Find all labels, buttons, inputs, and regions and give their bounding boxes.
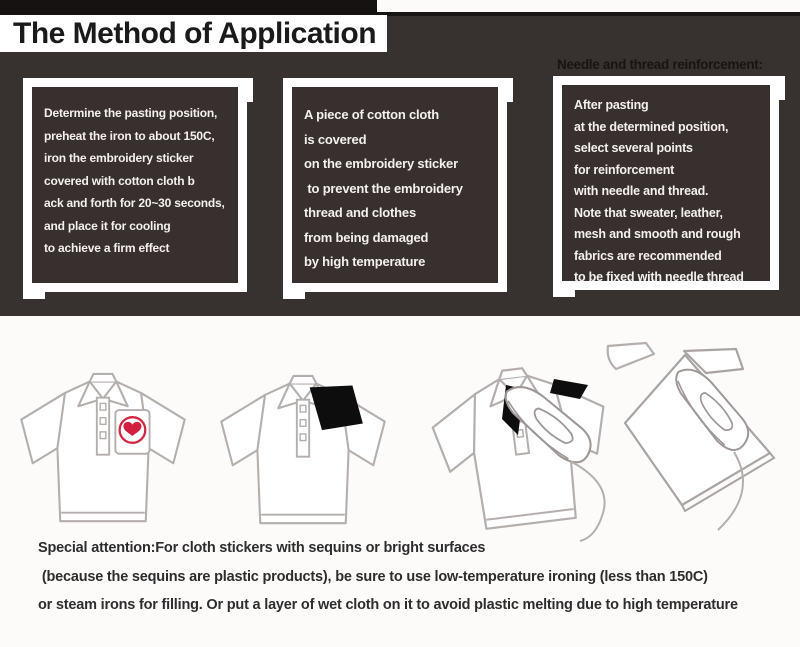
step-text-line: to achieve a firm effect bbox=[44, 241, 170, 255]
step-text-line: to prevent the embroidery bbox=[304, 180, 463, 196]
page-title-text: The Method of Application bbox=[13, 16, 377, 50]
step-box-ironing-panel bbox=[32, 87, 238, 283]
special-attention-line: Special attention:For cloth stickers with sequins or bright surfaces bbox=[38, 540, 486, 556]
step-text-line: to be fixed with needle thread bbox=[574, 270, 744, 284]
step-box-cotton-cover-panel bbox=[292, 87, 498, 283]
step-text-line: at the determined position, bbox=[574, 119, 729, 134]
step-text-line: A piece of cotton cloth bbox=[304, 107, 440, 122]
step-text-line: iron the embroidery sticker bbox=[44, 151, 194, 165]
step-text-line: on the embroidery sticker bbox=[304, 156, 458, 171]
step-text-line: covered with cotton cloth b bbox=[44, 173, 195, 188]
special-attention bbox=[38, 534, 738, 620]
heart-patch-icon bbox=[115, 410, 149, 454]
step-text-line: from being damaged bbox=[304, 229, 429, 245]
step-text-line: fabrics are recommended bbox=[574, 248, 722, 263]
step-text-line: ack and forth for 20~30 seconds, bbox=[44, 196, 225, 210]
step-text-line: and place it for cooling bbox=[44, 218, 171, 233]
polo-shirt-icon bbox=[221, 376, 384, 523]
shirt-cotton-cloth-illustration bbox=[208, 332, 398, 532]
step-text-line: for reinforcement bbox=[574, 162, 675, 177]
step-text-line: Note that sweater, leather, bbox=[574, 205, 723, 220]
step-box-ironing bbox=[23, 78, 247, 292]
polo-shirt-icon bbox=[21, 374, 184, 521]
step-text-line: thread and clothes bbox=[304, 205, 416, 220]
step-box-cotton-cover bbox=[283, 78, 507, 292]
special-attention-line: or steam irons for filling. Or put a layer of wet cloth on it to avoid plastic melting due to high temperature bbox=[38, 597, 738, 613]
step-text-line: select several points bbox=[574, 141, 693, 155]
sleeve-icon bbox=[608, 343, 654, 369]
special-attention-line: (because the sequins are plastic products), be sure to use low-temperature ironing (less than 150C) bbox=[38, 568, 708, 585]
step-text-line: mesh and smooth and rough bbox=[574, 227, 741, 241]
shirt-heart-patch-illustration bbox=[8, 330, 198, 530]
page-title bbox=[0, 15, 387, 52]
step-text-line: Determine the pasting position, bbox=[44, 106, 218, 120]
iron-on-cloth-illustration bbox=[606, 330, 794, 536]
step-text-line: preheat the iron to about 150C, bbox=[44, 128, 215, 143]
ironing-shirt-illustration bbox=[420, 323, 625, 543]
reinforcement-heading: Needle and thread reinforcement: bbox=[557, 57, 763, 72]
step-text-line: After pasting bbox=[574, 98, 649, 112]
step-text-line: by high temperature bbox=[304, 254, 426, 269]
step-text-line: is covered bbox=[304, 131, 367, 147]
step-text-line: with needle and thread. bbox=[574, 184, 709, 198]
step-box-reinforcement-panel bbox=[562, 85, 770, 284]
step-box-reinforcement bbox=[553, 76, 779, 290]
